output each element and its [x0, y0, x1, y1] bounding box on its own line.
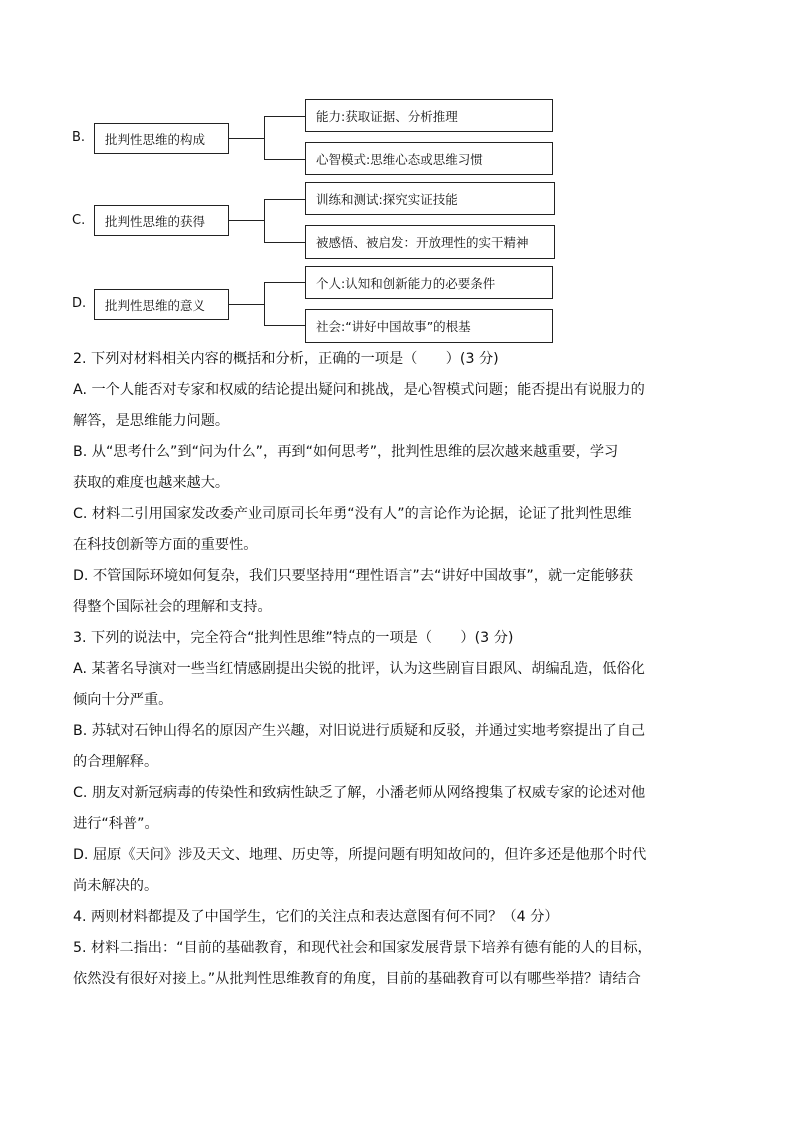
question-text: [73, 344, 733, 995]
q3-option-b-line1: B. 苏轼对石钟山得名的原因产生兴趣，对旧说进行质疑和反驳，并通过实地考察提出了自己: [73, 723, 646, 739]
question-5-line1: 5. 材料二指出：“目前的基础教育，和现代社会和国家发展背景下培养有德有能的人的目标，: [73, 940, 652, 956]
branch-c-bottom: [264, 242, 305, 243]
q3-option-b-line2: 的合理解释。: [73, 754, 159, 770]
connector-b: [229, 138, 264, 139]
q2-option-d-line2: 得整个国际社会的理解和支持。: [73, 599, 272, 615]
top-box-b: 能力:获取证据、分析推理: [305, 99, 553, 132]
q3-option-d-line1: D. 屈原《天问》涉及天文、地理、历史等，所提问题有明知故问的，但许多还是他那个时代: [73, 847, 647, 863]
center-box-c: 批判性思维的获得: [94, 205, 229, 236]
top-box-c: 训练和测试:探究实证技能: [305, 182, 555, 215]
q3-option-c-line2: 进行“科普”。: [73, 816, 159, 832]
bottom-box-d: 社会:“讲好中国故事”的根基: [305, 309, 553, 343]
top-box-d: 个人:认知和创新能力的必要条件: [305, 266, 553, 299]
question-2-stem: 2. 下列对材料相关内容的概括和分析，正确的一项是（ ）(3 分): [73, 351, 499, 367]
bracket-b: [264, 116, 265, 159]
option-label-c: C.: [72, 213, 86, 228]
bottom-box-c: 被感悟、被启发：开放理性的实干精神: [305, 225, 555, 259]
q3-option-a-line2: 倾向十分严重。: [73, 692, 173, 708]
q3-option-c-line1: C. 朋友对新冠病毒的传染性和致病性缺乏了解，小潘老师从网络搜集了权威专家的论述对他: [73, 785, 646, 801]
branch-d-top: [264, 282, 305, 283]
q2-option-a-line1: A. 一个人能否对专家和权威的结论提出疑问和挑战，是心智模式问题；能否提出有说服力的: [73, 382, 645, 398]
question-4: 4. 两则材料都提及了中国学生，它们的关注点和表达意图有何不同？（4 分）: [73, 909, 559, 925]
option-label-b: B.: [72, 130, 86, 145]
branch-b-top: [264, 116, 305, 117]
q2-option-c-line1: C. 材料二引用国家发改委产业司原司长年勇“没有人”的言论作为论据，论证了批判性思维: [73, 506, 632, 522]
q2-option-b-line2: 获取的难度也越来越大。: [73, 475, 230, 491]
center-box-b: 批判性思维的构成: [94, 123, 229, 154]
branch-c-top: [264, 199, 305, 200]
center-box-d: 批判性思维的意义: [94, 289, 229, 320]
branch-b-bottom: [264, 159, 305, 160]
branch-d-bottom: [264, 325, 305, 326]
q3-option-d-line2: 尚未解决的。: [73, 878, 159, 894]
question-5-line2: 依然没有很好对接上。”从批判性思维教育的角度，目前的基础教育可以有哪些举措？请结合: [73, 971, 641, 987]
question-3-stem: 3. 下列的说法中，完全符合“批判性思维”特点的一项是（ ）(3 分): [73, 630, 514, 646]
bracket-c: [264, 199, 265, 242]
q2-option-a-line2: 解答，是思维能力问题。: [73, 413, 230, 429]
bracket-d: [264, 282, 265, 325]
option-label-d: D.: [72, 296, 87, 311]
connector-d: [229, 304, 264, 305]
q2-option-b-line1: B. 从“思考什么”到“问为什么”，再到“如何思考”，批判性思维的层次越来越重要，学习: [73, 444, 619, 460]
connector-c: [229, 220, 264, 221]
q2-option-c-line2: 在科技创新等方面的重要性。: [73, 537, 258, 553]
bottom-box-b: 心智模式:思维心态或思维习惯: [305, 142, 553, 175]
q3-option-a-line1: A. 某著名导演对一些当红情感剧提出尖锐的批评，认为这些剧盲目跟风、胡编乱造，低俗化: [73, 661, 645, 677]
q2-option-d-line1: D. 不管国际环境如何复杂，我们只要坚持用“理性语言”去“讲好中国故事”，就一定能够获: [73, 568, 634, 584]
